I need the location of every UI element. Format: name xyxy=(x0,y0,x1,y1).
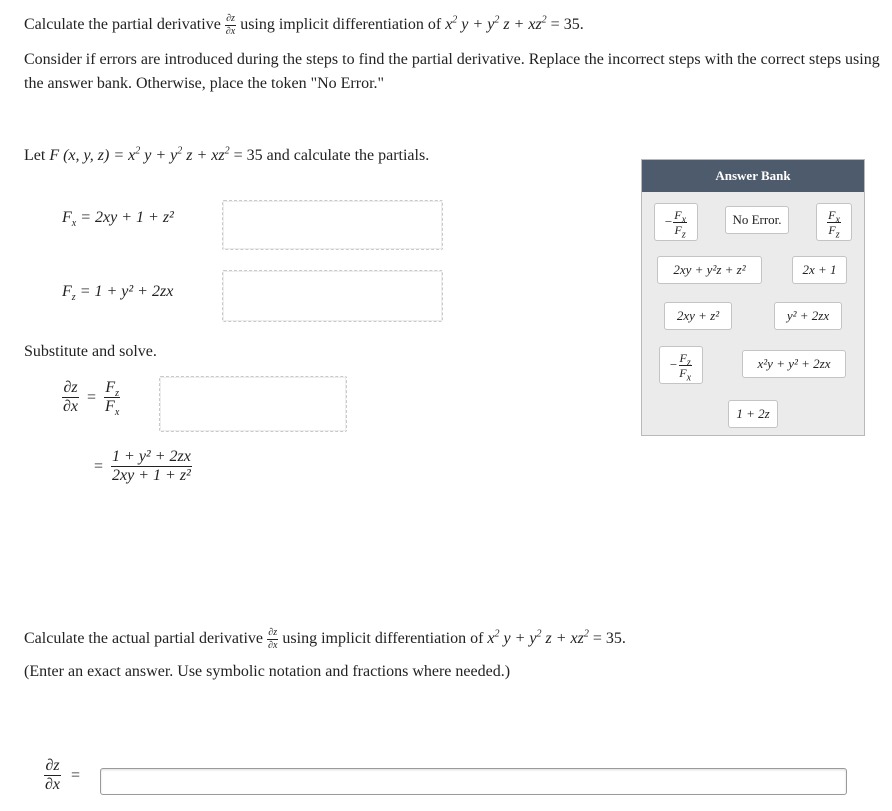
fz-drop-zone[interactable] xyxy=(222,270,443,322)
instructions: Consider if errors are introduced during the steps to find the partial derivative. Replace the incorrect steps with the correct steps using the answer bank. Otherwise, place the token "No Error." xyxy=(24,51,880,92)
intro-suffix: using implicit differentiation of xyxy=(240,16,442,34)
token-no-error[interactable]: No Error. xyxy=(725,206,789,234)
answer-bank-title: Answer Bank xyxy=(642,160,864,192)
token-x2y-y2-2zx[interactable]: x²y + y² + 2zx xyxy=(742,350,846,378)
ratio-derivative: $\frac{\partial z}{\partial x}$ xyxy=(63,379,79,415)
intro-prefix: Calculate the partial derivative xyxy=(24,16,221,34)
fx-step: $F_x = 2xy + 1 + z^2$ xyxy=(62,209,174,230)
token-2xy-z2[interactable]: 2xy + z² xyxy=(664,302,732,330)
ratio-fraction: $\frac{F_z}{F_x}$ xyxy=(105,379,120,419)
let-line: Let F (x, y, $z) = x^2$ $y + y^2$ $z + xz^2 = 35$ and calculate the partials. xyxy=(24,145,430,164)
result-step: = $\frac{\text{1 + y² + 2zx}}{\text{2xy + 1 + z²}}$ xyxy=(94,448,191,484)
actual-line: Calculate the actual partial derivative $\frac{\partial z}{\partial x}$ using implicit differentiation of $x^2$ $y + y^2$ $z + xz^2 = 35$. xyxy=(24,627,626,651)
ratio-step: $\frac{\partial z}{\partial x}$ = $\frac{F_z}{F_x}$ xyxy=(63,379,120,419)
fz-step: $F_z = 1 + y^2 + 2zx$ xyxy=(62,283,174,304)
token-neg-fz-over-fx[interactable]: − $\frac{F_z}{F_x}$ xyxy=(659,346,703,384)
substitute-label: Substitute and solve. xyxy=(24,343,157,360)
actual-note: (Enter an exact answer. Use symbolic notation and fractions where needed.) xyxy=(24,663,511,680)
intro-equation: $x^2$ $y + y^2$ $z + xz^2$ xyxy=(445,14,547,34)
token-fx-over-fz[interactable]: $\frac{F_x}{F_z}$ xyxy=(816,203,852,241)
token-neg-fx-over-fz[interactable]: − $\frac{F_x}{F_z}$ xyxy=(654,203,698,241)
token-1-plus-2z[interactable]: 1 + 2z xyxy=(728,400,778,428)
token-y2-2zx[interactable]: y² + 2zx xyxy=(774,302,842,330)
intro-equation-end: = 35. xyxy=(550,16,584,34)
token-2xy-y2z-z2[interactable]: 2xy + y²z + z² xyxy=(657,256,762,284)
result-fraction: $\frac{\text{1 + y² + 2zx}}{\text{2xy + 1 + z²}}$ xyxy=(112,448,191,484)
intro-derivative: $\frac{\partial z}{\partial x}$ xyxy=(225,13,236,37)
token-2x-plus-1[interactable]: 2x + 1 xyxy=(792,256,847,284)
ratio-drop-zone[interactable] xyxy=(159,376,347,432)
answer-input[interactable] xyxy=(100,768,847,795)
actual-derivative: $\frac{\partial z}{\partial x}$ xyxy=(268,627,278,651)
fx-drop-zone[interactable] xyxy=(222,200,443,250)
answer-bank xyxy=(641,159,865,436)
answer-derivative-label: $\frac{\partial z}{\partial x}$ = xyxy=(45,757,81,793)
intro-line xyxy=(24,14,584,37)
